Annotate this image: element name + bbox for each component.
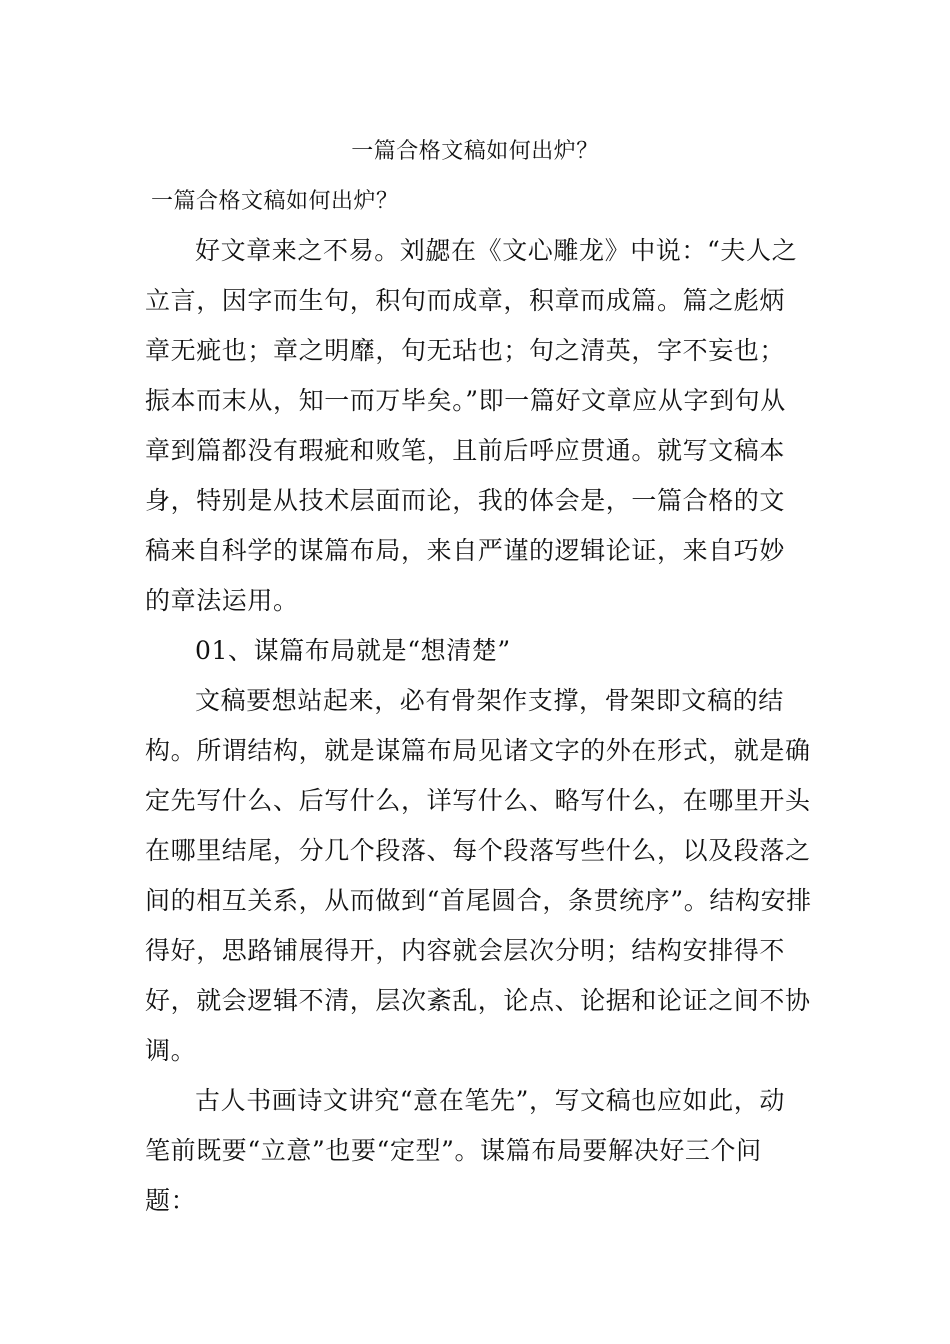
intro-paragraph: 好文章来之不易。刘勰在《文心雕龙》中说：“夫人之立言，因字而生句，积句而成章，积章而成篇。篇之彪炳章无疵也；章之明靡，句无玷也；句之清英，字不妄也；振本而末从，知一而万毕矣。”即一篇好文章应从字到句从章到篇都没有瑕疵和败笔，且前后呼应贯通。就写文稿本身，特别是从技术层面而论，我的体会是，一篇合格的文稿来自科学的谋篇布局，来自严谨的逻辑论证，来自巧妙的章法运用。 (145, 236, 798, 615)
section-paragraph: 文稿要想站起来，必有骨架作支撑，骨架即文稿的结构。所谓结构，就是谋篇布局见诸文字的外在形式，就是确定先写什么、后写什么，详写什么、略写什么，在哪里开头在哪里结尾，分几个段落、每个段落写些什么，以及段落之间的相互关系，从而做到“首尾圆合，条贯统序”。结构安排得好，思路铺展得开，内容就会层次分明；结构安排得不好，就会逻辑不清，层次紊乱，论点、论据和论证之间不协调。 (145, 686, 812, 1065)
document-title: 一篇合格文稿如何出炉？ (351, 139, 599, 164)
document-subtitle: 一篇合格文稿如何出炉？ (151, 189, 399, 214)
section-paragraph: 古人书画诗文讲究“意在笔先”，写文稿也应如此，动笔前既要“立意”也要“定型”。谋篇布局要解决好三个问题： (145, 1086, 785, 1215)
section-heading: 01、谋篇布局就是“想清楚” (195, 636, 511, 665)
